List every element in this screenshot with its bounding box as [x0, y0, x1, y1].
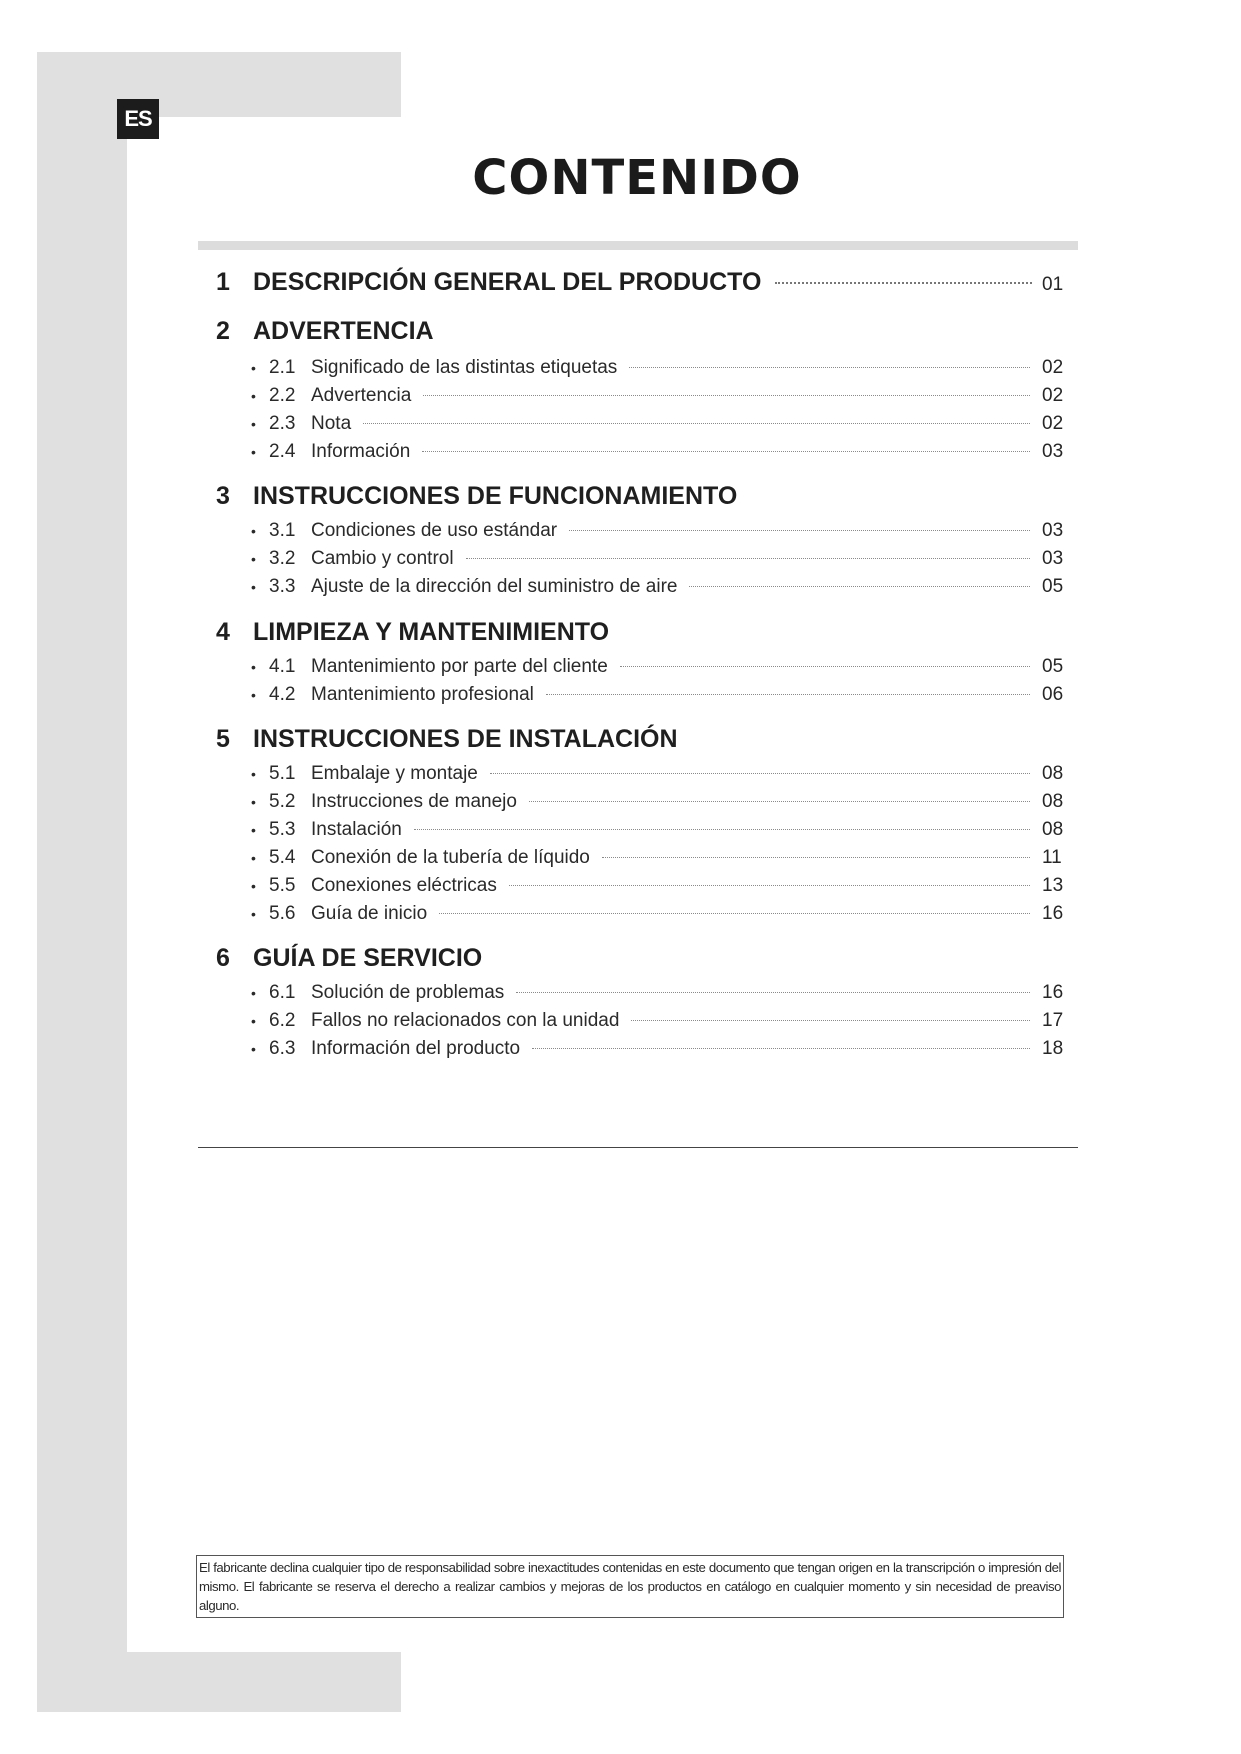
- toc-item[interactable]: [198, 576, 1078, 604]
- dot-leader: [423, 395, 1030, 396]
- bullet-icon: •: [251, 523, 256, 539]
- item-number: 3.3: [269, 576, 296, 597]
- item-number: 2.2: [269, 385, 296, 406]
- item-number: 6.3: [269, 1038, 296, 1059]
- toc-section: [198, 482, 1078, 604]
- dot-leader: [631, 1020, 1030, 1021]
- page-title: CONTENIDO: [472, 150, 802, 206]
- section-title: GUÍA DE SERVICIO: [253, 944, 483, 972]
- section-title: DESCRIPCIÓN GENERAL DEL PRODUCTO: [253, 268, 762, 296]
- item-number: 2.1: [269, 357, 296, 378]
- page-number: 01: [1042, 274, 1064, 295]
- toc-item[interactable]: [198, 819, 1078, 847]
- toc-section-heading[interactable]: [198, 317, 1078, 351]
- toc-section: [198, 317, 1078, 469]
- toc-item[interactable]: [198, 1038, 1078, 1066]
- item-number: 6.2: [269, 1010, 296, 1031]
- table-of-contents: [198, 268, 1078, 1066]
- page-number: 05: [1042, 656, 1064, 677]
- item-title: Condiciones de uso estándar: [311, 520, 558, 541]
- page-number: 08: [1042, 819, 1064, 840]
- dot-leader: [422, 451, 1030, 452]
- toc-item[interactable]: [198, 982, 1078, 1010]
- page-number: 06: [1042, 684, 1064, 705]
- item-number: 5.2: [269, 791, 296, 812]
- bullet-icon: •: [251, 360, 256, 376]
- bullet-icon: •: [251, 416, 256, 432]
- bullet-icon: •: [251, 1041, 256, 1057]
- section-number: 4: [216, 618, 230, 646]
- item-number: 5.3: [269, 819, 296, 840]
- dot-leader: [490, 773, 1030, 774]
- toc-item[interactable]: [198, 791, 1078, 819]
- section-title: INSTRUCCIONES DE FUNCIONAMIENTO: [253, 482, 738, 510]
- toc-item[interactable]: [198, 520, 1078, 548]
- toc-item[interactable]: [198, 903, 1078, 931]
- page-number: 05: [1042, 576, 1064, 597]
- dot-leader: [532, 1048, 1030, 1049]
- item-number: 2.4: [269, 441, 296, 462]
- page-number: 18: [1042, 1038, 1064, 1059]
- item-number: 4.1: [269, 656, 296, 677]
- dot-leader: [439, 913, 1030, 914]
- dot-leader: [620, 666, 1030, 667]
- dot-leader: [602, 857, 1030, 858]
- item-title: Guía de inicio: [311, 903, 428, 924]
- section-number: 6: [216, 944, 230, 972]
- item-title: Instalación: [311, 819, 402, 840]
- toc-item[interactable]: [198, 847, 1078, 875]
- item-title: Fallos no relacionados con la unidad: [311, 1010, 620, 1031]
- dot-leader: [529, 801, 1030, 802]
- bullet-icon: •: [251, 878, 256, 894]
- bullet-icon: •: [251, 850, 256, 866]
- section-title: INSTRUCCIONES DE INSTALACIÓN: [253, 725, 678, 753]
- toc-section: [198, 725, 1078, 931]
- item-title: Información del producto: [311, 1038, 521, 1059]
- toc-item-list: [198, 656, 1078, 712]
- section-number: 2: [216, 317, 230, 345]
- toc-item[interactable]: [198, 413, 1078, 441]
- page-number: 08: [1042, 763, 1064, 784]
- section-number: 5: [216, 725, 230, 753]
- item-title: Embalaje y montaje: [311, 763, 478, 784]
- bottom-divider: [198, 1147, 1078, 1148]
- bullet-icon: •: [251, 659, 256, 675]
- item-number: 5.4: [269, 847, 296, 868]
- page-number: 02: [1042, 357, 1064, 378]
- item-number: 2.3: [269, 413, 296, 434]
- bullet-icon: •: [251, 794, 256, 810]
- page-number: 03: [1042, 441, 1064, 462]
- dot-leader: [546, 694, 1030, 695]
- bullet-icon: •: [251, 766, 256, 782]
- page-number: 03: [1042, 520, 1064, 541]
- bullet-icon: •: [251, 687, 256, 703]
- item-number: 6.1: [269, 982, 296, 1003]
- section-title: ADVERTENCIA: [253, 317, 434, 345]
- page-number: 17: [1042, 1010, 1064, 1031]
- bullet-icon: •: [251, 551, 256, 567]
- section-title: LIMPIEZA Y MANTENIMIENTO: [253, 618, 610, 646]
- page-number: 16: [1042, 903, 1064, 924]
- toc-section: [198, 268, 1078, 302]
- toc-section: [198, 618, 1078, 712]
- item-number: 3.2: [269, 548, 296, 569]
- page-number: 03: [1042, 548, 1064, 569]
- page-number: 16: [1042, 982, 1064, 1003]
- toc-item-list: [198, 982, 1078, 1066]
- bullet-icon: •: [251, 1013, 256, 1029]
- item-title: Solución de problemas: [311, 982, 505, 1003]
- item-title: Instrucciones de manejo: [311, 791, 517, 812]
- toc-section-heading[interactable]: [198, 725, 1078, 759]
- dot-leader: [629, 367, 1030, 368]
- toc-section: [198, 944, 1078, 1066]
- toc-item[interactable]: [198, 1010, 1078, 1038]
- toc-item[interactable]: [198, 441, 1078, 469]
- bullet-icon: •: [251, 388, 256, 404]
- item-title: Ajuste de la dirección del suministro de aire: [311, 576, 678, 597]
- dot-leader: [516, 992, 1030, 993]
- page-number: 02: [1042, 413, 1064, 434]
- toc-section-heading[interactable]: [198, 268, 1078, 302]
- toc-item-list: [198, 763, 1078, 931]
- item-title: Conexión de la tubería de líquido: [311, 847, 590, 868]
- item-title: Mantenimiento por parte del cliente: [311, 656, 608, 677]
- language-badge: ES: [117, 99, 159, 139]
- dot-leader: [363, 423, 1030, 424]
- item-title: Cambio y control: [311, 548, 454, 569]
- toc-item[interactable]: [198, 656, 1078, 684]
- disclaimer-box: El fabricante declina cualquier tipo de responsabilidad sobre inexactitudes contenidas en este documento que tengan origen en la transcripción o impresión del mismo. El fabricante se reserva el derecho a realizar cambios y mejoras de los productos en catálogo en cualquier momento y sin necesidad de preaviso alguno.: [196, 1555, 1064, 1618]
- item-number: 3.1: [269, 520, 296, 541]
- frame-bottom-bar: [37, 1652, 401, 1712]
- title-divider: [198, 241, 1078, 250]
- frame-left-bar: [37, 52, 127, 1712]
- bullet-icon: •: [251, 906, 256, 922]
- item-number: 4.2: [269, 684, 296, 705]
- item-title: Mantenimiento profesional: [311, 684, 534, 705]
- toc-section-heading[interactable]: [198, 482, 1078, 516]
- toc-item[interactable]: [198, 763, 1078, 791]
- dot-leader: [414, 829, 1030, 830]
- page-number: 08: [1042, 791, 1064, 812]
- bullet-icon: •: [251, 985, 256, 1001]
- dot-leader: [466, 558, 1030, 559]
- toc-section-heading[interactable]: [198, 618, 1078, 652]
- page-number: 02: [1042, 385, 1064, 406]
- item-title: Nota: [311, 413, 352, 434]
- page-number: 13: [1042, 875, 1064, 896]
- toc-item[interactable]: [198, 357, 1078, 385]
- item-number: 5.6: [269, 903, 296, 924]
- toc-item[interactable]: [198, 875, 1078, 903]
- page-number: 11: [1042, 847, 1062, 868]
- dot-leader: [775, 282, 1032, 284]
- bullet-icon: •: [251, 822, 256, 838]
- item-title: Advertencia: [311, 385, 412, 406]
- dot-leader: [509, 885, 1030, 886]
- toc-item-list: [198, 520, 1078, 604]
- section-number: 1: [216, 268, 230, 296]
- toc-item[interactable]: [198, 684, 1078, 712]
- item-title: Información: [311, 441, 411, 462]
- item-title: Conexiones eléctricas: [311, 875, 497, 896]
- section-number: 3: [216, 482, 230, 510]
- toc-item-list: [198, 357, 1078, 469]
- toc-section-heading[interactable]: [198, 944, 1078, 978]
- item-title: Significado de las distintas etiquetas: [311, 357, 618, 378]
- toc-item[interactable]: [198, 548, 1078, 576]
- item-number: 5.1: [269, 763, 296, 784]
- dot-leader: [569, 530, 1030, 531]
- bullet-icon: •: [251, 444, 256, 460]
- bullet-icon: •: [251, 579, 256, 595]
- item-number: 5.5: [269, 875, 296, 896]
- toc-item[interactable]: [198, 385, 1078, 413]
- dot-leader: [689, 586, 1030, 587]
